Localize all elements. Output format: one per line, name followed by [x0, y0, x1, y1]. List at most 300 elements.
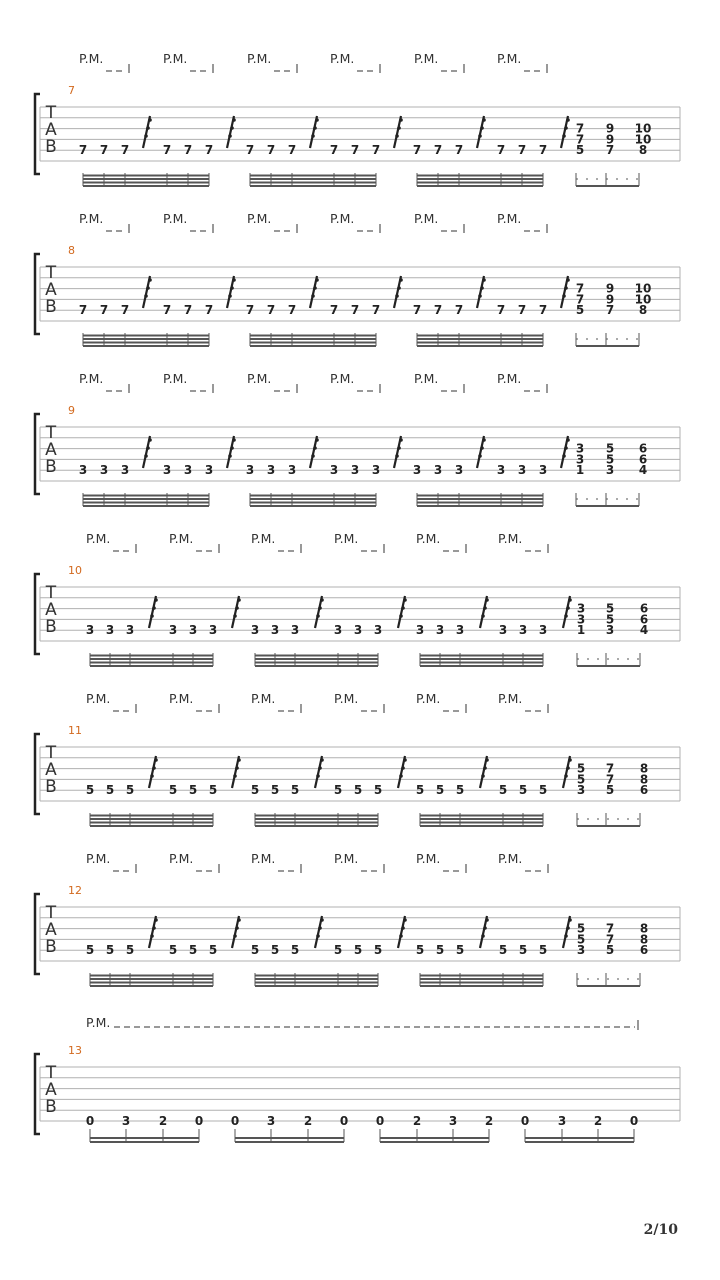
fret-number: 3	[576, 601, 586, 616]
palm-mute-label: P.M.	[169, 531, 194, 546]
fret-number: 7	[162, 303, 172, 318]
fret-number: 3	[333, 623, 343, 638]
tremolo-picking-mark	[563, 756, 572, 788]
fret-number: 7	[538, 143, 548, 158]
tremolo-picking-mark	[563, 596, 572, 628]
fret-number: 3	[85, 623, 95, 638]
tremolo-picking-mark	[232, 596, 241, 628]
palm-mute-label: P.M.	[163, 371, 188, 386]
fret-number: 3	[125, 623, 135, 638]
fret-number: 7	[162, 143, 172, 158]
palm-mute-label: P.M.	[247, 371, 272, 386]
tremolo-picking-mark	[227, 116, 236, 148]
tremolo-dot	[320, 918, 324, 922]
fret-number: 5	[188, 943, 198, 958]
fret-number: 3	[412, 463, 422, 478]
fret-number: 5	[498, 943, 508, 958]
tremolo-dot	[235, 766, 239, 770]
tremolo-dot	[232, 278, 236, 282]
tremolo-dot	[311, 134, 315, 138]
tremolo-dot	[478, 134, 482, 138]
fret-number: 0	[629, 1114, 639, 1128]
measure-number: 9	[68, 404, 75, 417]
system-bracket	[35, 254, 40, 334]
palm-mute-label: P.M.	[498, 691, 523, 706]
tremolo-dot	[233, 774, 237, 778]
tremolo-dot	[397, 286, 401, 290]
tremolo-dot	[313, 126, 317, 130]
tremolo-dot	[230, 126, 234, 130]
tremolo-dot	[401, 606, 405, 610]
tremolo-dot	[478, 294, 482, 298]
tremolo-dot	[237, 758, 241, 762]
tab-clef-letter: B	[45, 617, 57, 637]
fret-number: 3	[245, 463, 255, 478]
tremolo-picking-mark	[227, 276, 236, 308]
beat-group	[246, 143, 380, 186]
fret-number: 3	[498, 623, 508, 638]
fret-number: 7	[412, 303, 422, 318]
palm-mute-label: P.M.	[79, 211, 104, 226]
fret-number: 9	[605, 132, 615, 147]
fret-number: 0	[85, 1114, 95, 1128]
fret-number: 7	[183, 303, 193, 318]
tremolo-dot	[403, 758, 407, 762]
fret-number: 7	[287, 143, 297, 158]
beat-group	[86, 1114, 203, 1142]
fret-number: 3	[576, 943, 586, 958]
tremolo-dot	[148, 118, 152, 122]
tremolo-dot	[313, 446, 317, 450]
tremolo-picking-mark	[149, 756, 158, 788]
fret-number: 8	[639, 761, 649, 776]
tremolo-dot	[401, 766, 405, 770]
palm-mute-label: P.M.	[247, 211, 272, 226]
fret-number: 5	[605, 452, 615, 467]
fret-number: 9	[605, 121, 615, 136]
tremolo-dot	[144, 134, 148, 138]
palm-mute-label: P.M.	[169, 691, 194, 706]
fret-number: 3	[576, 612, 586, 627]
tremolo-dot	[397, 446, 401, 450]
beat-group	[376, 1114, 493, 1142]
tremolo-dot	[313, 286, 317, 290]
tremolo-dot	[315, 278, 319, 282]
beat-group	[521, 1114, 638, 1142]
beat-group	[79, 463, 213, 506]
fret-number: 2	[158, 1114, 168, 1128]
fret-number: 7	[371, 143, 381, 158]
fret-number: 7	[245, 143, 255, 158]
fret-number: 8	[639, 772, 649, 787]
tab-clef-letter: T	[45, 423, 57, 443]
tremolo-picking-mark	[394, 436, 403, 468]
tremolo-dot	[228, 134, 232, 138]
tremolo-dot	[568, 598, 572, 602]
fret-number: 5	[373, 783, 383, 798]
fret-number: 7	[287, 303, 297, 318]
tremolo-dot	[233, 934, 237, 938]
tab-clef-letter: A	[45, 600, 57, 620]
palm-mute-label: P.M.	[251, 851, 276, 866]
palm-mute-label: P.M.	[416, 851, 441, 866]
fret-number: 3	[188, 623, 198, 638]
tremolo-dot	[395, 294, 399, 298]
fret-number: 3	[162, 463, 172, 478]
tremolo-dot	[144, 454, 148, 458]
tremolo-dot	[564, 934, 568, 938]
tremolo-dot	[318, 606, 322, 610]
tremolo-dot	[154, 758, 158, 762]
measure-number: 13	[68, 1044, 82, 1057]
beat-group	[86, 783, 217, 826]
system-bracket	[35, 94, 40, 174]
fret-number: 10	[634, 121, 652, 136]
fret-number: 5	[576, 921, 586, 936]
palm-mute-label: P.M.	[79, 371, 104, 386]
fret-number: 6	[639, 783, 649, 798]
fret-number: 3	[287, 463, 297, 478]
fret-number: 5	[455, 943, 465, 958]
fret-number: 7	[605, 932, 615, 947]
fret-number: 7	[371, 303, 381, 318]
fret-number: 3	[78, 463, 88, 478]
fret-number: 3	[415, 623, 425, 638]
tremolo-dot	[230, 446, 234, 450]
tremolo-dot	[146, 446, 150, 450]
tremolo-dot	[568, 918, 572, 922]
fret-number: 0	[194, 1114, 204, 1128]
fret-number: 3	[448, 1114, 458, 1128]
tremolo-picking-mark	[561, 116, 570, 148]
fret-number: 2	[484, 1114, 494, 1128]
fret-number: 3	[290, 623, 300, 638]
fret-number: 5	[605, 943, 615, 958]
system-bracket	[35, 414, 40, 494]
palm-mute-label: P.M.	[497, 371, 522, 386]
fret-number: 9	[605, 292, 615, 307]
beat-group	[577, 762, 648, 826]
tremolo-dot	[311, 294, 315, 298]
fret-number: 10	[634, 292, 652, 307]
fret-number: 7	[454, 143, 464, 158]
fret-number: 8	[638, 303, 648, 318]
palm-mute-label: P.M.	[79, 51, 104, 66]
fret-number: 5	[105, 783, 115, 798]
tremolo-dot	[315, 118, 319, 122]
fret-number: 7	[496, 303, 506, 318]
tremolo-picking-mark	[398, 756, 407, 788]
tab-clef-letter: A	[45, 920, 57, 940]
fret-number: 3	[455, 623, 465, 638]
beat-group	[79, 143, 213, 186]
fret-number: 5	[270, 783, 280, 798]
beat-group	[577, 602, 648, 666]
palm-mute-label: P.M.	[86, 531, 111, 546]
fret-number: 7	[575, 121, 585, 136]
page-number: 2/10	[643, 1222, 678, 1238]
fret-number: 5	[373, 943, 383, 958]
palm-mute-label: P.M.	[86, 1015, 111, 1030]
fret-number: 5	[576, 932, 586, 947]
fret-number: 5	[605, 441, 615, 456]
tremolo-dot	[566, 926, 570, 930]
tremolo-picking-mark	[315, 596, 324, 628]
tremolo-picking-mark	[232, 756, 241, 788]
fret-number: 5	[518, 783, 528, 798]
tremolo-picking-mark	[477, 276, 486, 308]
tremolo-dot	[485, 758, 489, 762]
tab-clef-letter: A	[45, 440, 57, 460]
fret-number: 7	[329, 303, 339, 318]
system-bracket	[35, 894, 40, 974]
fret-number: 7	[605, 921, 615, 936]
fret-number: 6	[638, 441, 648, 456]
tab-system-10	[35, 531, 680, 666]
tremolo-dot	[485, 918, 489, 922]
tremolo-dot	[566, 606, 570, 610]
fret-number: 7	[204, 303, 214, 318]
fret-number: 6	[639, 943, 649, 958]
tremolo-dot	[146, 286, 150, 290]
fret-number: 7	[245, 303, 255, 318]
fret-number: 5	[208, 783, 218, 798]
fret-number: 5	[188, 783, 198, 798]
tremolo-dot	[564, 126, 568, 130]
tremolo-dot	[480, 446, 484, 450]
tremolo-picking-mark	[477, 116, 486, 148]
fret-number: 7	[266, 303, 276, 318]
tremolo-dot	[232, 118, 236, 122]
beat-group	[576, 122, 652, 186]
tremolo-picking-mark	[477, 436, 486, 468]
tremolo-dot	[562, 294, 566, 298]
tremolo-dot	[480, 286, 484, 290]
tremolo-picking-mark	[143, 436, 152, 468]
palm-mute-label: P.M.	[330, 371, 355, 386]
tremolo-dot	[564, 446, 568, 450]
tremolo-dot	[482, 118, 486, 122]
tremolo-dot	[399, 934, 403, 938]
tab-system-7	[35, 51, 680, 186]
fret-number: 7	[605, 761, 615, 776]
fret-number: 5	[168, 943, 178, 958]
fret-number: 5	[353, 943, 363, 958]
beat-group	[413, 463, 547, 506]
tremolo-dot	[397, 126, 401, 130]
fret-number: 4	[638, 463, 648, 478]
palm-mute-label: P.M.	[497, 211, 522, 226]
palm-mute-label: P.M.	[416, 531, 441, 546]
tremolo-dot	[233, 614, 237, 618]
fret-number: 8	[638, 143, 648, 158]
tremolo-dot	[152, 926, 156, 930]
tremolo-dot	[564, 774, 568, 778]
tremolo-picking-mark	[398, 596, 407, 628]
tremolo-dot	[148, 438, 152, 442]
fret-number: 3	[120, 463, 130, 478]
palm-mute-label: P.M.	[498, 531, 523, 546]
fret-number: 5	[605, 612, 615, 627]
tremolo-dot	[315, 438, 319, 442]
palm-mute-label: P.M.	[414, 51, 439, 66]
fret-number: 7	[433, 303, 443, 318]
fret-number: 0	[339, 1114, 349, 1128]
fret-number: 2	[303, 1114, 313, 1128]
fret-number: 3	[270, 623, 280, 638]
tremolo-dot	[399, 614, 403, 618]
fret-number: 5	[455, 783, 465, 798]
tab-system-11	[35, 691, 680, 826]
fret-number: 7	[496, 143, 506, 158]
tremolo-dot	[228, 454, 232, 458]
tremolo-dot	[562, 134, 566, 138]
fret-number: 5	[85, 783, 95, 798]
fret-number: 7	[99, 303, 109, 318]
fret-number: 2	[593, 1114, 603, 1128]
palm-mute-label: P.M.	[330, 211, 355, 226]
system-bracket	[35, 734, 40, 814]
beat-group	[86, 943, 217, 986]
tremolo-dot	[150, 614, 154, 618]
tremolo-dot	[150, 934, 154, 938]
fret-number: 3	[353, 623, 363, 638]
fret-number: 3	[105, 623, 115, 638]
tremolo-dot	[395, 454, 399, 458]
tremolo-dot	[320, 758, 324, 762]
fret-number: 7	[605, 143, 615, 158]
beat-group	[251, 783, 382, 826]
fret-number: 3	[575, 441, 585, 456]
fret-number: 3	[266, 463, 276, 478]
tremolo-dot	[144, 294, 148, 298]
tab-clef-letter: A	[45, 280, 57, 300]
fret-number: 5	[290, 943, 300, 958]
tremolo-dot	[566, 278, 570, 282]
fret-number: 5	[125, 943, 135, 958]
tremolo-dot	[316, 614, 320, 618]
fret-number: 3	[575, 452, 585, 467]
fret-number: 7	[99, 143, 109, 158]
fret-number: 7	[575, 292, 585, 307]
tremolo-dot	[485, 598, 489, 602]
fret-number: 3	[373, 623, 383, 638]
fret-number: 5	[498, 783, 508, 798]
fret-number: 5	[575, 303, 585, 318]
fret-number: 3	[518, 623, 528, 638]
beat-group	[577, 922, 648, 986]
palm-mute-label: P.M.	[497, 51, 522, 66]
tremolo-dot	[482, 438, 486, 442]
beat-group	[576, 442, 647, 506]
fret-number: 3	[496, 463, 506, 478]
beat-group	[246, 303, 380, 346]
fret-number: 3	[168, 623, 178, 638]
fret-number: 3	[371, 463, 381, 478]
tab-system-13	[35, 1015, 680, 1142]
fret-number: 5	[333, 783, 343, 798]
tremolo-dot	[566, 118, 570, 122]
tremolo-picking-mark	[227, 436, 236, 468]
measure-number: 12	[68, 884, 82, 897]
tab-clef-letter: T	[45, 1063, 57, 1083]
tab-system-9	[35, 371, 680, 506]
fret-number: 6	[639, 601, 649, 616]
fret-number: 7	[605, 303, 615, 318]
palm-mute-label: P.M.	[86, 851, 111, 866]
tremolo-picking-mark	[310, 116, 319, 148]
fret-number: 3	[605, 623, 615, 638]
tremolo-dot	[235, 926, 239, 930]
fret-number: 4	[639, 623, 649, 638]
fret-number: 7	[266, 143, 276, 158]
fret-number: 3	[183, 463, 193, 478]
beat-group	[251, 943, 382, 986]
tremolo-dot	[403, 598, 407, 602]
palm-mute-label: P.M.	[498, 851, 523, 866]
fret-number: 3	[266, 1114, 276, 1128]
fret-number: 7	[412, 143, 422, 158]
tremolo-dot	[316, 774, 320, 778]
tab-clef-letter: T	[45, 103, 57, 123]
palm-mute-label: P.M.	[163, 51, 188, 66]
tremolo-picking-mark	[315, 756, 324, 788]
fret-number: 5	[576, 761, 586, 776]
fret-number: 5	[575, 143, 585, 158]
tremolo-picking-mark	[149, 916, 158, 948]
tremolo-picking-mark	[143, 276, 152, 308]
tremolo-dot	[152, 606, 156, 610]
fret-number: 3	[435, 623, 445, 638]
tremolo-dot	[399, 438, 403, 442]
fret-number: 5	[168, 783, 178, 798]
palm-mute-label: P.M.	[334, 851, 359, 866]
measure-number: 10	[68, 564, 82, 577]
tremolo-picking-mark	[398, 916, 407, 948]
fret-number: 5	[605, 601, 615, 616]
palm-mute-label: P.M.	[414, 211, 439, 226]
tremolo-picking-mark	[394, 276, 403, 308]
fret-number: 7	[575, 281, 585, 296]
fret-number: 3	[208, 623, 218, 638]
tab-clef-letter: B	[45, 777, 57, 797]
beat-group	[413, 303, 547, 346]
fret-number: 10	[634, 281, 652, 296]
tab-clef-letter: B	[45, 1097, 57, 1117]
tab-clef-letter: B	[45, 137, 57, 157]
tremolo-dot	[318, 766, 322, 770]
tremolo-dot	[150, 774, 154, 778]
tab-clef-letter: A	[45, 1080, 57, 1100]
beat-group	[251, 623, 382, 666]
tremolo-dot	[481, 934, 485, 938]
fret-number: 7	[350, 303, 360, 318]
tab-clef-letter: B	[45, 937, 57, 957]
tremolo-dot	[152, 766, 156, 770]
tab-clef-letter: A	[45, 120, 57, 140]
fret-number: 5	[250, 943, 260, 958]
fret-number: 7	[433, 143, 443, 158]
fret-number: 6	[638, 452, 648, 467]
tremolo-dot	[483, 766, 487, 770]
fret-number: 7	[120, 303, 130, 318]
tremolo-dot	[395, 134, 399, 138]
beat-group	[86, 623, 217, 666]
tremolo-dot	[399, 774, 403, 778]
tremolo-picking-mark	[561, 276, 570, 308]
tab-clef-letter: T	[45, 743, 57, 763]
fret-number: 3	[557, 1114, 567, 1128]
